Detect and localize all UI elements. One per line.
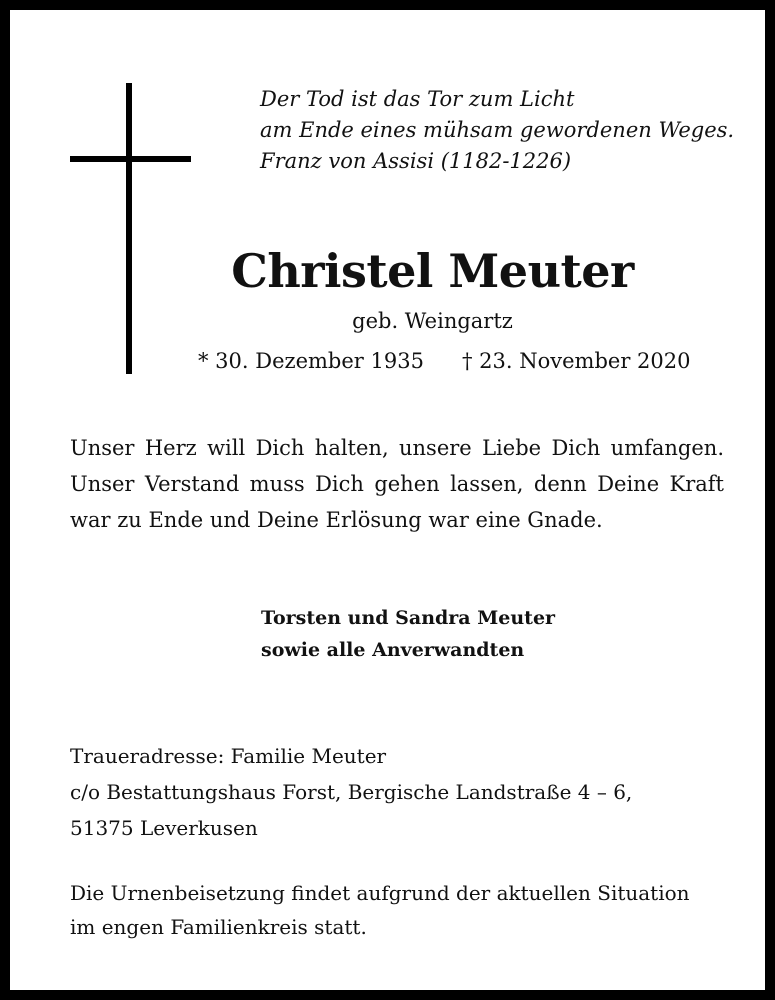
message-line: Unser Herz will Dich halten, unsere Liebe Dich umfangen. xyxy=(70,436,724,460)
mourners xyxy=(261,602,555,666)
address-line: Traueradresse: Familie Meuter xyxy=(70,744,387,768)
burial-line: Die Urnenbeisetzung findet aufgrund der aktuellen Situation xyxy=(70,881,690,905)
message-line: Unser Verstand muss Dich gehen lassen, denn Deine Kraft xyxy=(70,472,724,496)
address-line: c/o Bestattungshaus Forst, Bergische Landstraße 4 – 6, xyxy=(70,780,633,804)
cross-horizontal-bar xyxy=(70,156,191,162)
mourner-line: Torsten und Sandra Meuter xyxy=(261,607,556,629)
address-line: 51375 Leverkusen xyxy=(70,816,258,840)
memorial-quote xyxy=(260,84,734,177)
birth-name: geb. Weingartz xyxy=(352,309,513,333)
birth-date: * 30. Dezember 1935 xyxy=(198,349,424,373)
quote-attribution: Franz von Assisi (1182-1226) xyxy=(260,149,572,173)
deceased-name: Christel Meuter xyxy=(231,244,634,298)
quote-line: am Ende eines mühsam gewordenen Weges. xyxy=(260,118,735,142)
farewell-message xyxy=(70,430,724,538)
mourner-line: sowie alle Anverwandten xyxy=(261,639,525,661)
quote-line: Der Tod ist das Tor zum Licht xyxy=(260,87,575,111)
burial-line: im engen Familienkreis statt. xyxy=(70,915,367,939)
burial-note xyxy=(70,876,690,944)
death-date: † 23. November 2020 xyxy=(462,349,691,373)
message-line: war zu Ende und Deine Erlösung war eine Gnade. xyxy=(70,508,603,532)
mourning-address xyxy=(70,738,632,846)
